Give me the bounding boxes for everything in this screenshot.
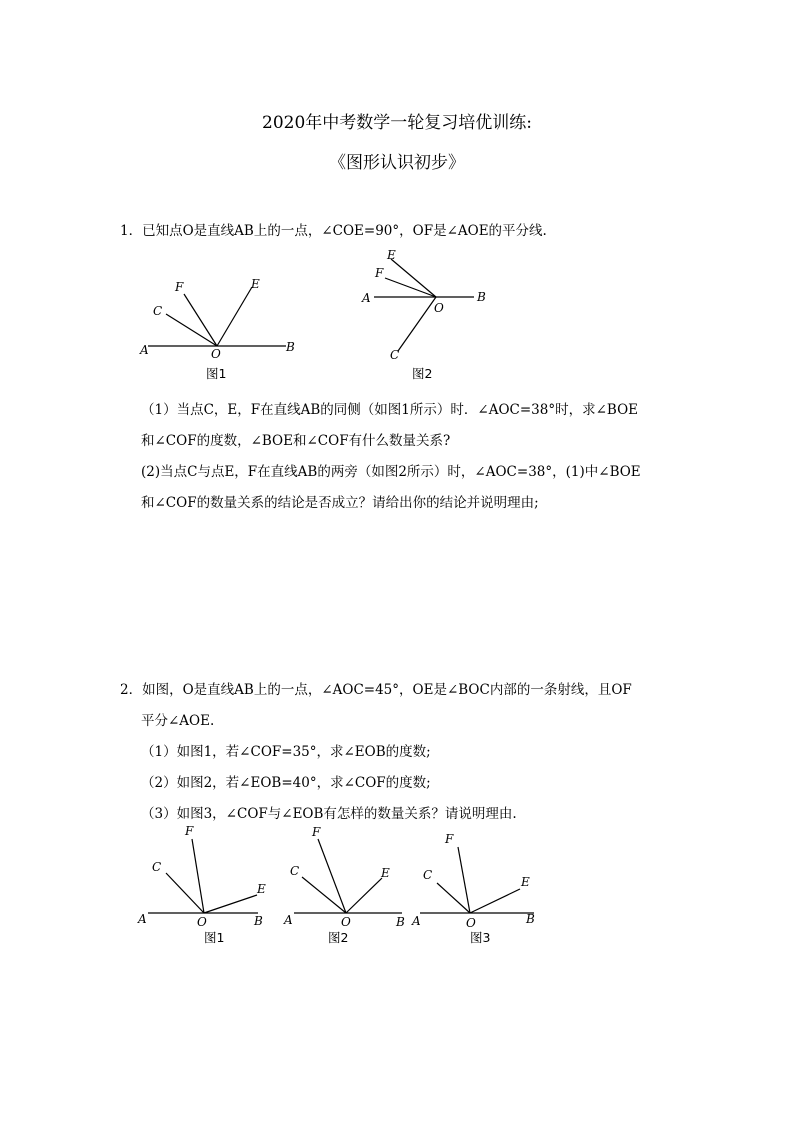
label-b: B	[254, 914, 263, 928]
ray-oe	[346, 878, 382, 913]
label-b: B	[286, 340, 295, 354]
label-c: C	[290, 864, 300, 878]
q1-figure-1	[138, 268, 308, 386]
label-a: A	[138, 912, 147, 926]
figure-caption: 图2	[328, 930, 349, 945]
label-a: A	[412, 914, 421, 928]
q1-part1-line2: 和∠COF的度数，∠BOE和∠COF有什么数量关系?	[141, 433, 451, 449]
label-a: A	[140, 343, 149, 357]
label-c: C	[152, 860, 162, 874]
label-a: A	[284, 913, 293, 927]
q2-stem-line1: 2．如图，O是直线AB上的一点，∠AOC=45°，OE是∠BOC内部的一条射线，且OF	[120, 682, 632, 698]
ray-oc	[166, 314, 217, 346]
q2-stem-line2: 平分∠AOE.	[141, 713, 215, 729]
ray-of	[184, 294, 217, 346]
q2-figure-3	[408, 822, 544, 946]
label-c: C	[390, 348, 400, 362]
q1-stem: 1．已知点O是直线AB上的一点，∠COE=90°，OF是∠AOE的平分线.	[120, 223, 547, 239]
label-a: A	[362, 291, 371, 305]
label-e: E	[387, 248, 396, 262]
label-f: F	[445, 832, 454, 846]
label-b: B	[477, 290, 486, 304]
ray-oe	[391, 259, 436, 297]
ray-oe	[217, 287, 252, 346]
figure-caption: 图2	[412, 366, 433, 381]
q1-part2-line1: (2)当点C与点E，F在直线AB的两旁（如图2所示）时，∠AOC=38°，(1)中∠BOE	[141, 464, 641, 480]
label-c: C	[153, 304, 163, 318]
label-e: E	[381, 866, 390, 880]
q2-part3: （3）如图3，∠COF与∠EOB有怎样的数量关系？请说明理由.	[141, 806, 517, 822]
q2-part1: （1）如图1，若∠COF=35°，求∠EOB的度数;	[141, 744, 431, 760]
label-e: E	[521, 875, 530, 889]
label-o: O	[197, 915, 207, 929]
q2-figure-2	[282, 822, 412, 946]
q2-figure-1	[136, 822, 270, 946]
q1-figure-2	[360, 245, 500, 383]
label-e: E	[257, 882, 266, 896]
figure-caption: 图3	[470, 930, 491, 945]
ray-oe	[204, 895, 257, 913]
label-c: C	[423, 868, 433, 882]
q1-part1-line1: （1）当点C，E，F在直线AB的同侧（如图1所示）时．∠AOC=38°时，求∠BOE	[141, 402, 639, 418]
ray-oe	[470, 889, 520, 913]
label-f: F	[375, 266, 384, 280]
q1-part2-line2: 和∠COF的数量关系的结论是否成立？请给出你的结论并说明理由;	[141, 495, 539, 511]
label-o: O	[341, 915, 351, 929]
figure-caption: 图1	[204, 930, 225, 945]
label-o: O	[211, 347, 221, 361]
ray-oc	[398, 297, 436, 351]
figure-caption: 图1	[206, 366, 227, 381]
ray-of	[385, 278, 436, 297]
title-line-1: 2020年中考数学一轮复习培优训练:	[262, 113, 532, 133]
label-b: B	[396, 915, 405, 929]
title-line-2: 《图形认识初步》	[329, 153, 465, 173]
label-o: O	[434, 301, 444, 315]
label-o: O	[466, 916, 476, 930]
label-e: E	[251, 277, 260, 291]
q2-part2: （2）如图2，若∠EOB=40°，求∠COF的度数;	[141, 775, 431, 791]
label-b: B	[526, 912, 535, 926]
label-f: F	[312, 825, 321, 839]
label-f: F	[185, 824, 194, 838]
label-f: F	[175, 280, 184, 294]
